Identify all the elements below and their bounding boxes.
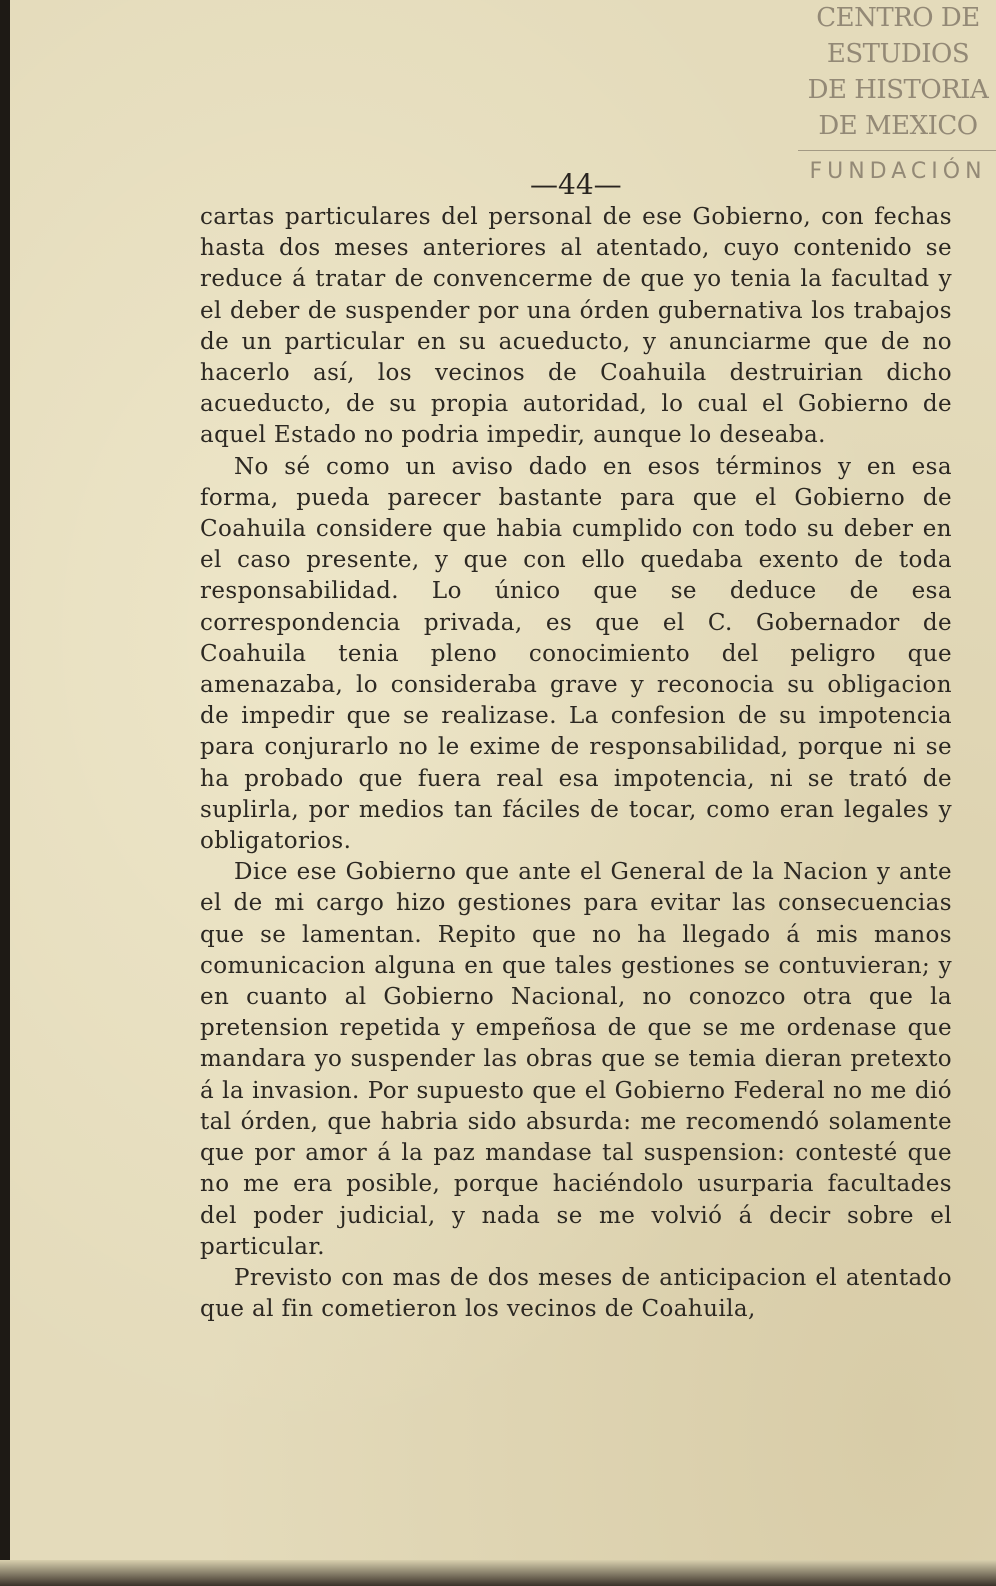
paragraph-4: Previsto con mas de dos meses de anticipacion el atentado que al fin cometieron los vecinos de Coahuila, (200, 1264, 952, 1323)
scan-bottom-edge (0, 1560, 996, 1586)
stamp-line-4: DE MEXICO (818, 111, 978, 141)
stamp-foundation: FUNDACIÓN (809, 159, 987, 184)
document-page (10, 0, 996, 1586)
paragraph-2: No sé como un aviso dado en esos términos y en esa forma, pueda parecer bastante para que el Gobierno de Coahuila considere que habia cumplido con todo su deber en el caso presente, y que con ello quedaba exento de toda responsabilidad. Lo único que se deduce de esa correspondencia privada, es que el C. Gobernador de Coahuila tenia pleno conocimiento del peligro que amenazaba, lo consideraba grave y reconocia su obligacion de impedir que se realizase. La confesion de su impotencia para conjurarlo no le exime de responsabilidad, porque ni se ha probado que fuera real esa impotencia, ni se trató de suplirla, por medios tan fáciles de tocar, como eran legales y obligatorios. (200, 453, 952, 855)
paragraph-1: cartas particulares del personal de ese Gobierno, con fechas hasta dos meses anteriores al atentado, cuyo contenido se reduce á tratar de convencerme de que yo tenia la facultad y el deber de suspender por una órden gubernativa los trabajos de un particular en su acueducto, y anunciarme que de no hacerlo así, los vecinos de Coahuila destruirian dicho acueducto, de su propia autoridad, lo cual el Gobierno de aquel Estado no podria impedir, aunque lo deseaba. (200, 204, 952, 449)
paragraph-3: Dice ese Gobierno que ante el General de la Nacion y ante el de mi cargo hizo gestiones para evitar las consecuencias que se lamentan. Repito que no ha llegado á mis manos comunicacion alguna en que tales gestiones se contuvieran; y en cuanto al Gobierno Nacional, no conozco otra que la pretension repetida y empeñosa de que se me ordenase que mandara yo suspender las obras que se temia dieran pretexto á la invasion. Por supuesto que el Gobierno Federal no me dió tal órden, que habria sido absurda: me recomendó solamente que por amor á la paz mandase tal suspension: contesté que no me era posible, porque haciéndolo usurparia facultades del poder judicial, y nada se me volvió á decir sobre el particular. (200, 859, 952, 1260)
page-number: —44— (530, 168, 622, 201)
stamp-line-2: ESTUDIOS (826, 39, 970, 69)
body-text (200, 202, 952, 1325)
archive-watermark-stamp (798, 0, 996, 187)
stamp-line-1: CENTRO DE (816, 3, 980, 33)
stamp-divider (798, 150, 996, 151)
stamp-line-3: DE HISTORIA (807, 75, 989, 105)
scan-left-edge (0, 0, 10, 1586)
